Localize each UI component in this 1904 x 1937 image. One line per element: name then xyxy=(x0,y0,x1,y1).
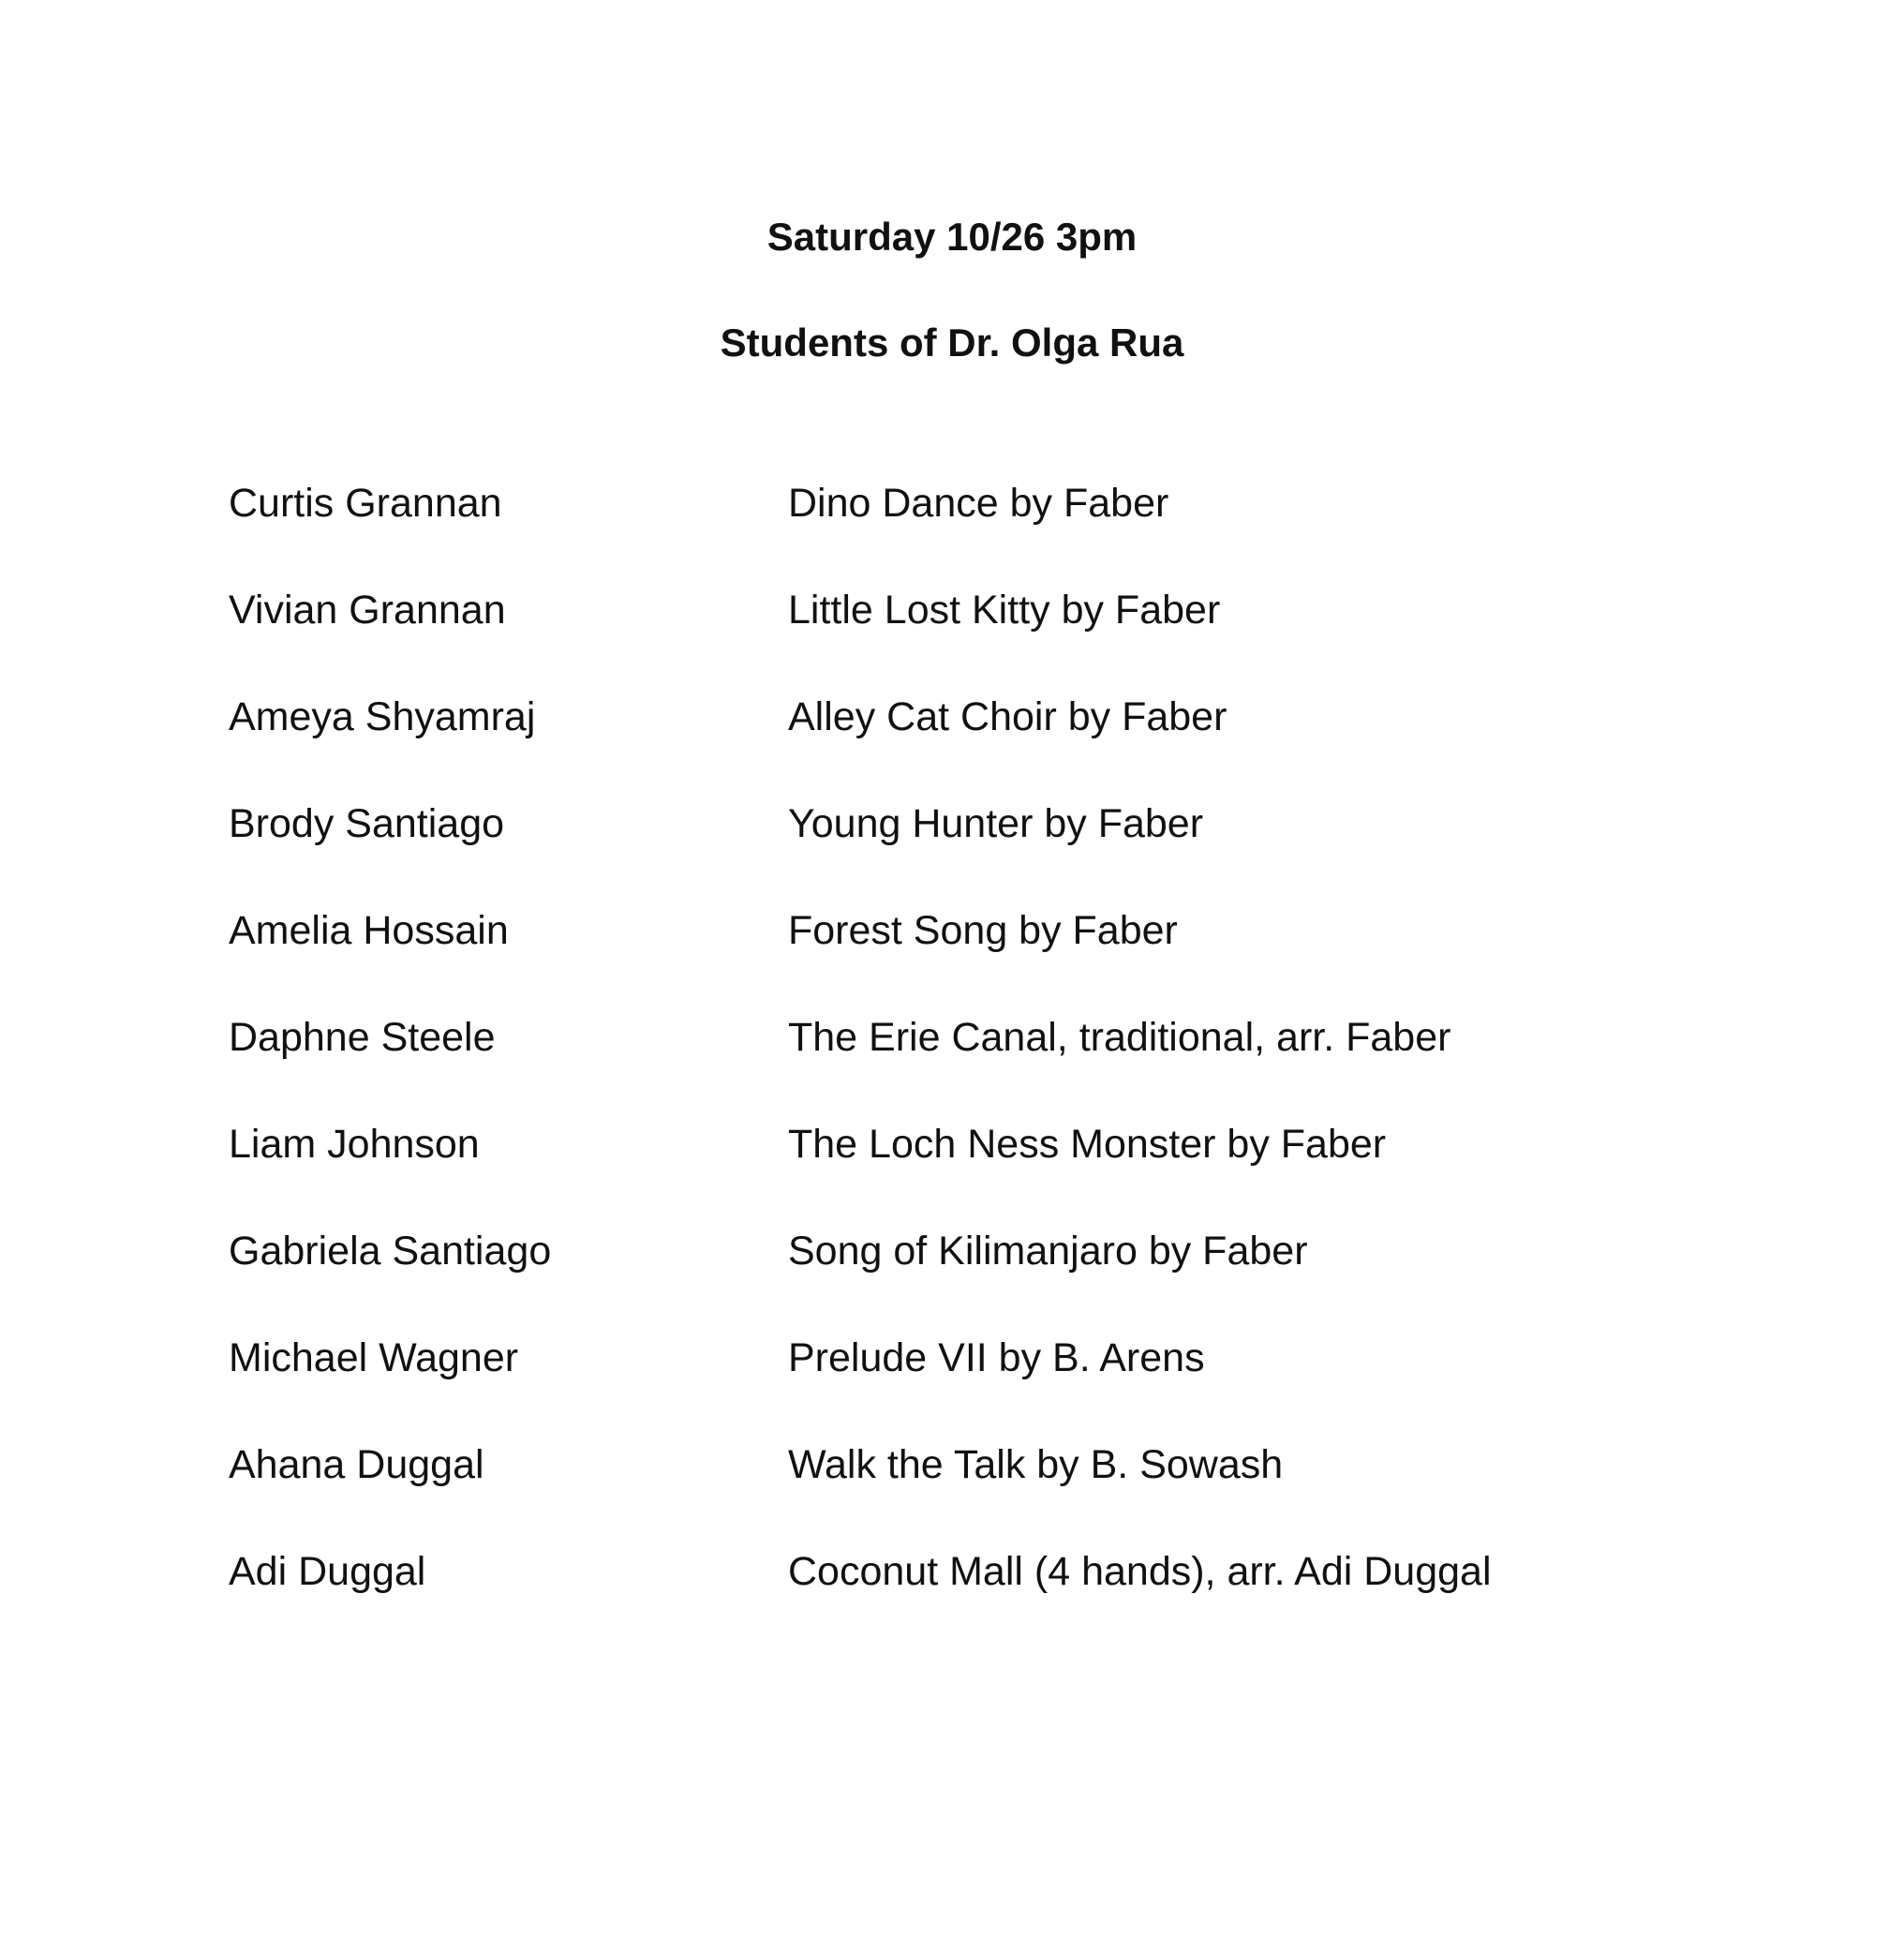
performer-name: Liam Johnson xyxy=(229,1122,480,1167)
program-row xyxy=(229,476,1690,583)
performer-name: Curtis Grannan xyxy=(229,481,502,526)
program-row xyxy=(229,903,1690,1010)
performer-name: Adi Duggal xyxy=(229,1549,426,1594)
piece-title: Alley Cat Choir by Faber xyxy=(788,694,1227,739)
performer-name: Vivian Grannan xyxy=(229,588,506,633)
performer-name: Brody Santiago xyxy=(229,801,505,846)
performer-name: Ahana Duggal xyxy=(229,1442,484,1487)
performer-name: Ameya Shyamraj xyxy=(229,694,536,739)
performer-name: Michael Wagner xyxy=(229,1335,519,1380)
program-row xyxy=(229,1544,1690,1651)
program-row xyxy=(229,1331,1690,1438)
piece-title: Song of Kilimanjaro by Faber xyxy=(788,1229,1308,1274)
recital-date-time: Saturday 10/26 3pm xyxy=(766,215,1138,259)
performer-name: Daphne Steele xyxy=(229,1015,496,1060)
performer-name: Gabriela Santiago xyxy=(229,1229,552,1274)
program-row xyxy=(229,797,1690,903)
piece-title: Prelude VII by B. Arens xyxy=(788,1335,1205,1380)
program-row xyxy=(229,1438,1690,1544)
program-list xyxy=(229,476,1690,1651)
piece-title: The Loch Ness Monster by Faber xyxy=(788,1122,1387,1167)
piece-title: Young Hunter by Faber xyxy=(788,801,1204,846)
program-row xyxy=(229,1010,1690,1117)
piece-title: Coconut Mall (4 hands), arr. Adi Duggal xyxy=(788,1549,1492,1594)
piece-title: The Erie Canal, traditional, arr. Faber xyxy=(788,1015,1451,1060)
program-row xyxy=(229,583,1690,690)
performer-name: Amelia Hossain xyxy=(229,908,509,953)
program-row xyxy=(229,1224,1690,1331)
teacher-heading: Students of Dr. Olga Rua xyxy=(720,320,1184,365)
program-row xyxy=(229,690,1690,797)
piece-title: Walk the Talk by B. Sowash xyxy=(788,1442,1284,1487)
piece-title: Forest Song by Faber xyxy=(788,908,1178,953)
program-row xyxy=(229,1117,1690,1224)
piece-title: Dino Dance by Faber xyxy=(788,481,1169,526)
piece-title: Little Lost Kitty by Faber xyxy=(788,588,1221,633)
